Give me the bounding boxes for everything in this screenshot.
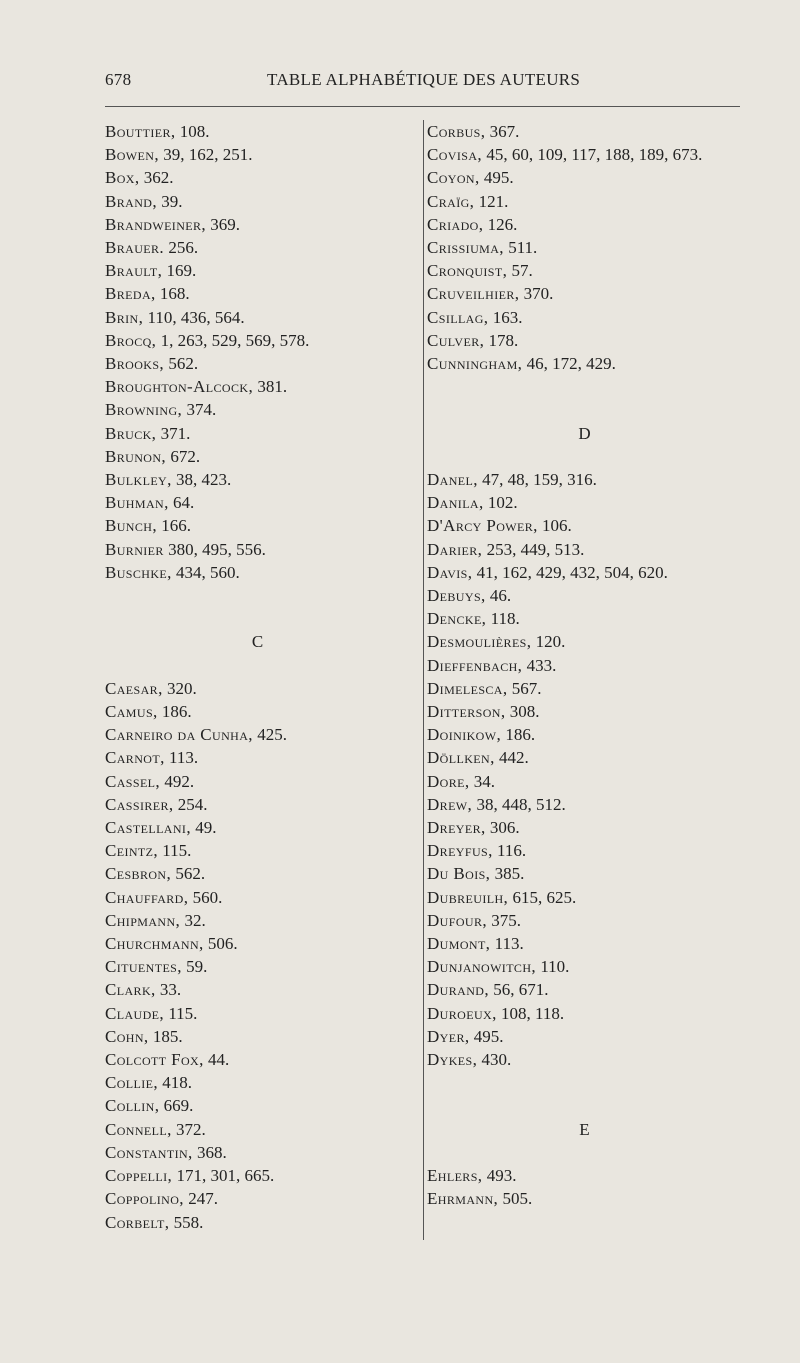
index-entry (427, 236, 742, 259)
author-name: Criado, (427, 214, 484, 234)
index-entry (427, 978, 742, 1001)
page-references: 39, 162, 251. (158, 145, 253, 165)
section-letter-d: D (578, 423, 591, 443)
page-references: 442. (494, 748, 529, 768)
right-column (427, 120, 742, 1210)
author-name: Chauffard, (105, 887, 189, 907)
page-references: 110. (536, 957, 570, 977)
author-name: Carnot, (105, 748, 165, 768)
page-references: 385. (490, 864, 525, 884)
page-references: 178. (484, 330, 519, 350)
page-references: 506. (203, 934, 238, 954)
index-entry (105, 306, 410, 329)
index-entry (427, 259, 742, 282)
page-references: 375. (487, 910, 522, 930)
page-references: 57. (507, 261, 533, 281)
index-entry (427, 352, 742, 375)
header-rule (105, 106, 740, 107)
author-name: Durand, (427, 980, 489, 1000)
page-references: 418. (158, 1073, 193, 1093)
page-references: 254. (173, 794, 208, 814)
author-name: Cruveilhier, (427, 284, 520, 304)
author-name: Duroeux, (427, 1003, 497, 1023)
index-entry (105, 909, 410, 932)
author-name: Coppelli, (105, 1166, 173, 1186)
index-entry (105, 398, 410, 421)
index-entry (105, 491, 410, 514)
page-references: 115. (164, 1003, 198, 1023)
author-name: Dufour, (427, 910, 488, 930)
author-name: Carneiro da Cunha, (105, 725, 253, 745)
index-entry (427, 630, 742, 653)
author-name: Culver, (427, 330, 485, 350)
page-references: 163. (488, 307, 523, 327)
index-entry (427, 514, 742, 537)
page-references: 106. (537, 516, 572, 536)
page-references: 362. (139, 168, 174, 188)
author-name: Brooks, (105, 354, 165, 374)
index-entry (105, 1002, 410, 1025)
running-title: TABLE ALPHABÉTIQUE DES AUTEURS (267, 70, 581, 89)
index-entry (105, 1187, 410, 1210)
index-entry (427, 120, 742, 143)
page-references: 38, 448, 512. (472, 794, 566, 814)
page-references: 672. (166, 446, 201, 466)
page-references: 433. (522, 655, 557, 675)
page-references: 320. (162, 678, 197, 698)
index-entry (105, 375, 410, 398)
page-references: 381. (253, 377, 288, 397)
page-references: 102. (483, 493, 518, 513)
page-references: 186. (157, 702, 192, 722)
d-entries-list (427, 468, 742, 1071)
index-entry (105, 236, 410, 259)
author-name: Claude, (105, 1003, 165, 1023)
index-entry (105, 816, 410, 839)
page-references: 615, 625. (508, 887, 577, 907)
author-name: Breda, (105, 284, 156, 304)
index-entry (105, 422, 410, 445)
index-entry (105, 329, 410, 352)
author-name: Bowen, (105, 145, 159, 165)
index-entry (105, 955, 410, 978)
author-name: Dreyfus, (427, 841, 493, 861)
page-references: 46. (485, 586, 512, 606)
index-entry (105, 1094, 410, 1117)
page-references: 47, 48, 159, 316. (477, 470, 597, 489)
page-references: 64. (168, 493, 195, 513)
page-references: 562. (164, 354, 199, 374)
author-name: Caesar, (105, 678, 163, 698)
page-references: 126. (483, 214, 518, 234)
page-references: 367. (485, 122, 520, 141)
index-entry (427, 677, 742, 700)
index-entry (427, 886, 742, 909)
index-entry (427, 839, 742, 862)
author-name: Cassirer, (105, 794, 174, 814)
page-references: 33. (155, 980, 182, 1000)
index-entry (427, 306, 742, 329)
page-references: 185. (148, 1026, 183, 1046)
index-entry (105, 1118, 410, 1141)
index-entry (427, 190, 742, 213)
author-name: Darier, (427, 539, 483, 559)
index-entry (105, 468, 410, 491)
author-name: Colcott Fox, (105, 1050, 204, 1070)
author-name: Cituentes, (105, 957, 182, 977)
index-entry (427, 468, 742, 491)
index-entry (105, 352, 410, 375)
author-name: Danel, (427, 470, 478, 489)
page-references: 505. (498, 1189, 533, 1209)
page-references: 253, 449, 513. (482, 539, 585, 559)
index-entry (427, 491, 742, 514)
page-references: 371. (156, 423, 191, 443)
author-name: Brand, (105, 191, 157, 211)
index-entry (427, 282, 742, 305)
page-references: 380, 495, 556. (163, 539, 266, 559)
author-name: Cesbron, (105, 864, 172, 884)
author-name: Danila, (427, 493, 484, 513)
index-entry (105, 538, 410, 561)
b-entries-list (105, 120, 410, 584)
index-entry (427, 816, 742, 839)
index-entry (105, 770, 410, 793)
page-references: 368. (192, 1142, 227, 1162)
author-name: Collin, (105, 1096, 160, 1116)
index-entry (427, 166, 742, 189)
author-name: Bouttier, (105, 122, 176, 141)
page-references: 113. (164, 748, 199, 768)
index-entry (427, 584, 742, 607)
index-entry (427, 1002, 742, 1025)
index-entry (427, 700, 742, 723)
author-name: Ehlers, (427, 1166, 483, 1186)
section-letter-c: C (251, 632, 264, 652)
author-name: Doinikow, (427, 725, 502, 745)
e-entries-list (427, 1164, 742, 1210)
index-entry (105, 700, 410, 723)
author-name: Cunningham, (427, 354, 523, 374)
index-entry (427, 909, 742, 932)
author-name: Broughton-Alcock, (105, 377, 254, 397)
author-name: Camus, (105, 702, 158, 722)
page-references: 308. (505, 702, 540, 722)
author-name: Constantin, (105, 1142, 193, 1162)
author-name: Buhman, (105, 493, 169, 513)
author-name: Craïg, (427, 191, 475, 211)
author-name: Dore, (427, 771, 470, 791)
index-entry (427, 1187, 742, 1210)
page-references: 370. (519, 284, 554, 304)
index-entry (105, 1164, 410, 1187)
author-name: Csillag, (427, 307, 489, 327)
page-references: 108, 118. (496, 1003, 565, 1023)
author-name: Connell, (105, 1119, 172, 1139)
author-name: Brunon, (105, 446, 167, 466)
index-entry (105, 190, 410, 213)
author-name: Buschke, (105, 562, 172, 582)
author-name: Dimelesca, (427, 678, 508, 698)
index-entry (427, 770, 742, 793)
page-references: 492. (160, 771, 195, 791)
page-references: 493. (482, 1166, 517, 1186)
page-references: 558. (169, 1212, 204, 1232)
page-header (105, 70, 740, 100)
page-references: 44. (203, 1050, 230, 1070)
page-references: 562. (171, 864, 206, 884)
page-references: 32. (180, 910, 206, 930)
page-references: 567. (507, 678, 542, 698)
index-entry (427, 1164, 742, 1187)
author-name: Coppolino, (105, 1189, 184, 1209)
page-references: 108. (175, 122, 210, 141)
c-entries-list (105, 677, 410, 1234)
index-entry (427, 143, 742, 166)
author-name: Desmoulières, (427, 632, 532, 652)
page-references: 560. (188, 887, 223, 907)
page-references: 110, 436, 564. (143, 307, 245, 327)
author-name: Brin, (105, 307, 144, 327)
column-divider (423, 120, 424, 1240)
page-references: 168. (155, 284, 190, 304)
author-name: Cassel, (105, 771, 161, 791)
index-entry (427, 746, 742, 769)
page-references: 247. (183, 1189, 218, 1209)
index-entry (105, 445, 410, 468)
author-name: Brandweiner, (105, 214, 207, 234)
page-references: 374. (182, 400, 217, 420)
page-references: 511. (503, 238, 538, 258)
index-entry (105, 839, 410, 862)
page-number: 678 (105, 70, 132, 89)
index-entry (105, 978, 410, 1001)
page-references: 166. (157, 516, 191, 536)
author-name: Ditterson, (427, 702, 506, 722)
index-entry (427, 932, 742, 955)
index-entry (427, 723, 742, 746)
index-entry (427, 1048, 742, 1071)
page-references: 171, 301, 665. (172, 1166, 275, 1186)
index-entry (427, 1025, 742, 1048)
author-name: Dencke, (427, 609, 487, 629)
page-references: 1, 263, 529, 569, 578. (156, 330, 310, 350)
left-column (105, 120, 410, 1234)
page-references: 425. (252, 725, 287, 745)
page-references: 41, 162, 429, 432, 504, 620. (472, 562, 668, 582)
index-entry (105, 1025, 410, 1048)
author-name: Dreyer, (427, 818, 486, 838)
page-references: 372. (171, 1119, 206, 1139)
index-entry (105, 862, 410, 885)
author-name: Bruck, (105, 423, 157, 443)
index-entry (427, 654, 742, 677)
index-entry (105, 213, 410, 236)
index-entry (105, 120, 410, 143)
author-name: Cohn, (105, 1026, 149, 1046)
index-entry (105, 793, 410, 816)
index-entry (105, 282, 410, 305)
author-name: Brauer. (105, 238, 165, 258)
page-references: 256. (164, 238, 199, 258)
index-entry (427, 538, 742, 561)
page-references: 434, 560. (171, 562, 240, 582)
index-entry (105, 1071, 410, 1094)
page-references: 186. (501, 725, 536, 745)
author-name: Döllken, (427, 748, 495, 768)
index-entry (105, 166, 410, 189)
page-references: 46, 172, 429. (522, 354, 616, 374)
author-name: Corbus, (427, 122, 486, 141)
index-entry (427, 329, 742, 352)
author-name: Corbelt, (105, 1212, 170, 1232)
author-name: Dunjanowitch, (427, 957, 537, 977)
index-entry (427, 561, 742, 584)
page-references: 430. (477, 1050, 512, 1070)
section-letter-e: E (579, 1119, 590, 1139)
author-name: Debuys, (427, 586, 486, 606)
page-references: 169. (162, 261, 197, 281)
author-name: Clark, (105, 980, 156, 1000)
index-entry (427, 607, 742, 630)
page-references: 369. (206, 214, 241, 234)
author-name: Ceintz, (105, 841, 159, 861)
page-references: 495. (479, 168, 514, 188)
page-references: 115. (158, 841, 192, 861)
author-name: D'Arcy Power, (427, 516, 538, 536)
page-references: 34. (469, 771, 496, 791)
page-references: 495. (469, 1026, 504, 1046)
author-name: Dieffenbach, (427, 655, 523, 675)
index-entry (105, 1211, 410, 1234)
author-name: Dumont, (427, 934, 491, 954)
author-name: Du Bois, (427, 864, 491, 884)
index-entry (105, 561, 410, 584)
index-entry (105, 723, 410, 746)
index-entry (427, 955, 742, 978)
index-entry (105, 677, 410, 700)
page-references: 113. (490, 934, 524, 954)
index-entry (105, 514, 410, 537)
author-name: Castellani, (105, 818, 191, 838)
page-references: 56, 671. (489, 980, 549, 1000)
author-name: Dyer, (427, 1026, 470, 1046)
author-name: Covisa, (427, 145, 483, 165)
index-entry (105, 746, 410, 769)
index-entry (105, 143, 410, 166)
author-name: Dykes, (427, 1050, 478, 1070)
author-name: Browning, (105, 400, 183, 420)
index-entry (105, 886, 410, 909)
page-references: 45, 60, 109, 117, 188, 189, 673. (482, 145, 703, 165)
page-references: 121. (474, 191, 509, 211)
page-references: 116. (492, 841, 527, 861)
author-name: Crissiuma, (427, 238, 504, 258)
index-entry (105, 259, 410, 282)
author-name: Davis, (427, 562, 473, 582)
page-references: 39. (157, 191, 183, 211)
index-entry (427, 793, 742, 816)
page-references: 118. (486, 609, 520, 629)
page-references: 38, 423. (171, 470, 232, 490)
index-entry (105, 1141, 410, 1164)
author-name: Bulkley, (105, 470, 172, 490)
c-entries-list-continued (427, 120, 742, 375)
author-name: Bunch, (105, 516, 157, 536)
index-entry (105, 932, 410, 955)
page-references: 49. (190, 818, 217, 838)
author-name: Collie, (105, 1073, 159, 1093)
author-name: Brocq, (105, 330, 157, 350)
author-name: Coyon, (427, 168, 480, 188)
page-references: 669. (159, 1096, 194, 1116)
index-entry (105, 1048, 410, 1071)
page-references: 120. (531, 632, 566, 652)
page-references: 306. (485, 818, 520, 838)
author-name: Drew, (427, 794, 473, 814)
author-name: Cronquist, (427, 261, 508, 281)
page-references: 59. (181, 957, 208, 977)
author-name: Burnier (105, 539, 164, 559)
author-name: Brault, (105, 261, 163, 281)
author-name: Chipmann, (105, 910, 181, 930)
index-entry (427, 862, 742, 885)
author-name: Box, (105, 168, 140, 188)
index-entry (427, 213, 742, 236)
author-name: Dubreuilh, (427, 887, 509, 907)
author-name: Churchmann, (105, 934, 204, 954)
author-name: Ehrmann, (427, 1189, 499, 1209)
